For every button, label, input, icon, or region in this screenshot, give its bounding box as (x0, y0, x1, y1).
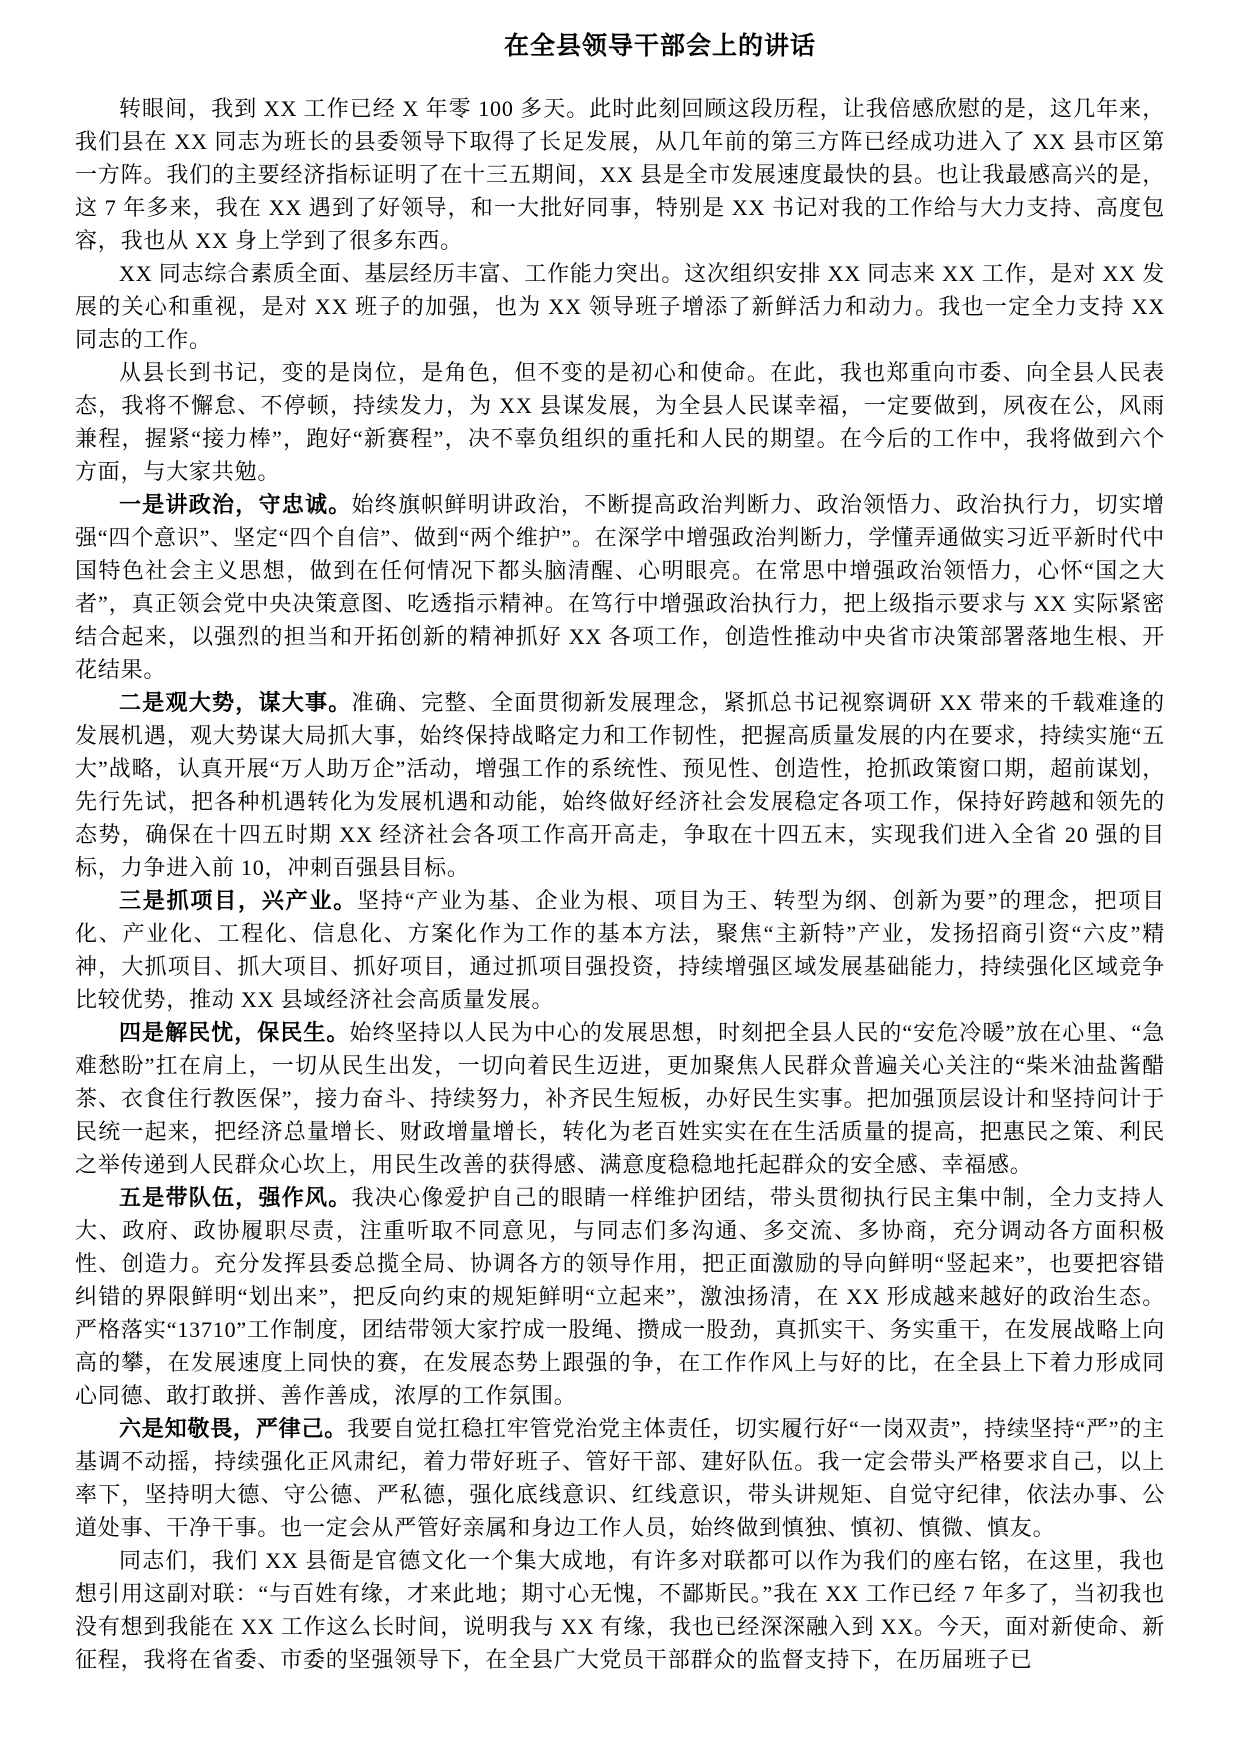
paragraph-text: 始终旗帜鲜明讲政治，不断提高政治判断力、政治领悟力、政治执行力，切实增强“四个意识”、坚定“四个自信”、做到“两个维护”。在深学中增强政治判断力，学懂弄通做实习近平新时代中国特色社会主义思想，做到在任何情况下都头脑清醒、心明眼亮。在常思中增强政治领悟力，心怀“国之大者”，真正领会党中央决策意图、吃透指示精神。在笃行中增强政治执行力，把上级指示要求与 XX 实际紧密结合起来，以强烈的担当和开拓创新的精神抓好 XX 各项工作，创造性推动中央省市决策部署落地生根、开花结果。 (75, 492, 1165, 682)
paragraph-text: 转眼间，我到 XX 工作已经 X 年零 100 多天。此时此刻回顾这段历程，让我倍感欣慰的是，这几年来，我们县在 XX 同志为班长的县委领导下取得了长足发展，从几年前的第三方阵已经成功进入了 XX 县市区第一方阵。我们的主要经济指标证明了在十三五期间，XX 县是全市发展速度最快的县。也让我最感高兴的是，这 7 年多来，我在 XX 遇到了好领导，和一大批好同事，特别是 XX 书记对我的工作给与大力支持、高度包容，我也从 XX 身上学到了很多东西。 (75, 96, 1165, 253)
paragraph (75, 257, 1165, 356)
paragraph-text: XX 同志综合素质全面、基层经历丰富、工作能力突出。这次组织安排 XX 同志来 XX 工作，是对 XX 发展的关心和重视，是对 XX 班子的加强，也为 XX 领导班子增添了新鲜活力和动力。我也一定全力支持 XX 同志的工作。 (75, 261, 1165, 352)
paragraph (75, 1544, 1165, 1676)
paragraph-text: 准确、完整、全面贯彻新发展理念，紧抓总书记视察调研 XX 带来的千载难逢的发展机遇，观大势谋大局抓大事，始终保持战略定力和工作韧性，把握高质量发展的内在要求，持续实施“五大”战略，认真开展“万人助万企”活动，增强工作的系统性、预见性、创造性，抢抓政策窗口期，超前谋划，先行先试，把各种机遇转化为发展机遇和动能，始终做好经济社会发展稳定各项工作，保持好跨越和领先的态势，确保在十四五时期 XX 经济社会各项工作高开高走，争取在十四五末，实现我们进入全省 20 强的目标，力争进入前 10，冲刺百强县目标。 (75, 690, 1165, 880)
paragraph-text: 我要自觉扛稳扛牢管党治党主体责任，切实履行好“一岗双责”，持续坚持“严”的主基调不动摇，持续强化正风肃纪，着力带好班子、管好干部、建好队伍。我一定会带头严格要求自己，以上率下，坚持明大德、守公德、严私德，强化底线意识、红线意识，带头讲规矩、自觉守纪律，依法办事、公道处事、干净干事。也一定会从严管好亲属和身边工作人员，始终做到慎独、慎初、慎微、慎友。 (75, 1416, 1165, 1540)
paragraph (75, 686, 1165, 884)
document-title: 在全县领导干部会上的讲话 (503, 33, 816, 60)
paragraph (75, 1016, 1165, 1181)
paragraph (75, 1412, 1165, 1544)
paragraph-lead: 二是观大势，谋大事。 (119, 690, 352, 715)
paragraph-lead: 四是解民忧，保民生。 (119, 1020, 350, 1045)
paragraph (75, 884, 1165, 1016)
paragraph-lead: 五是带队伍，强作风。 (119, 1185, 352, 1210)
paragraph-text: 从县长到书记，变的是岗位，是角色，但不变的是初心和使命。在此，我也郑重向市委、向全县人民表态，我将不懈怠、不停顿，持续发力，为 XX 县谋发展，为全县人民谋幸福，一定要做到，夙夜在公，风雨兼程，握紧“接力棒”，跑好“新赛程”，决不辜负组织的重托和人民的期望。在今后的工作中，我将做到六个方面，与大家共勉。 (75, 360, 1165, 484)
paragraph (75, 488, 1165, 686)
paragraph-text: 同志们，我们 XX 县衙是官德文化一个集大成地，有许多对联都可以作为我们的座右铭，在这里，我也想引用这副对联：“与百姓有缘，才来此地；期寸心无愧，不鄙斯民。”我在 XX 工作已经 7 年多了，当初我也没有想到我能在 XX 工作这么长时间，说明我与 XX 有缘，我也已经深深融入到 XX。今天，面对新使命、新征程，我将在省委、市委的坚强领导下，在全县广大党员干部群众的监督支持下，在历届班子已 (75, 1548, 1165, 1672)
paragraph (75, 356, 1165, 488)
paragraph-lead: 三是抓项目，兴产业。 (119, 888, 358, 913)
paragraph-text: 我决心像爱护自己的眼睛一样维护团结，带头贯彻执行民主集中制，全力支持人大、政府、政协履职尽责，注重听取不同意见，与同志们多沟通、多交流、多协商，充分调动各方面积极性、创造力。充分发挥县委总揽全局、协调各方的领导作用，把正面激励的导向鲜明“竖起来”，也要把容错纠错的界限鲜明“划出来”，把反向约束的规矩鲜明“立起来”，激浊扬清，在 XX 形成越来越好的政治生态。严格落实“13710”工作制度，团结带领大家拧成一股绳、攒成一股劲，真抓实干、务实重干，在发展战略上向高的攀，在发展速度上同快的赛，在发展态势上跟强的争，在工作作风上与好的比，在全县上下着力形成同心同德、敢打敢拼、善作善成，浓厚的工作氛围。 (75, 1185, 1165, 1408)
paragraph-lead: 一是讲政治，守忠诚。 (119, 492, 352, 517)
paragraph (75, 1181, 1165, 1412)
paragraph-text: 始终坚持以人民为中心的发展思想，时刻把全县人民的“安危冷暖”放在心里、“急难愁盼”扛在肩上，一切从民生出发，一切向着民生迈进，更加聚焦人民群众普遍关心关注的“柴米油盐酱醋茶、衣食住行教医保”，接力奋斗、持续努力，补齐民生短板，办好民生实事。把加强顶层设计和坚持问计于民统一起来，把经济总量增长、财政增量增长，转化为老百姓实实在在生活质量的提高，把惠民之策、利民之举传递到人民群众心坎上，用民生改善的获得感、满意度稳稳地托起群众的安全感、幸福感。 (75, 1020, 1165, 1177)
paragraph-lead: 六是知敬畏，严律己。 (119, 1416, 348, 1441)
paragraph-text: 坚持“产业为基、企业为根、项目为王、转型为纲、创新为要”的理念，把项目化、产业化、工程化、信息化、方案化作为工作的基本方法，聚焦“主新特”产业，发扬招商引资“六皮”精神，大抓项目、抓大项目、抓好项目，通过抓项目强投资，持续增强区域发展基础能力，持续强化区域竞争比较优势，推动 XX 县域经济社会高质量发展。 (75, 888, 1165, 1012)
document-body (75, 92, 1165, 1676)
paragraph (75, 92, 1165, 257)
